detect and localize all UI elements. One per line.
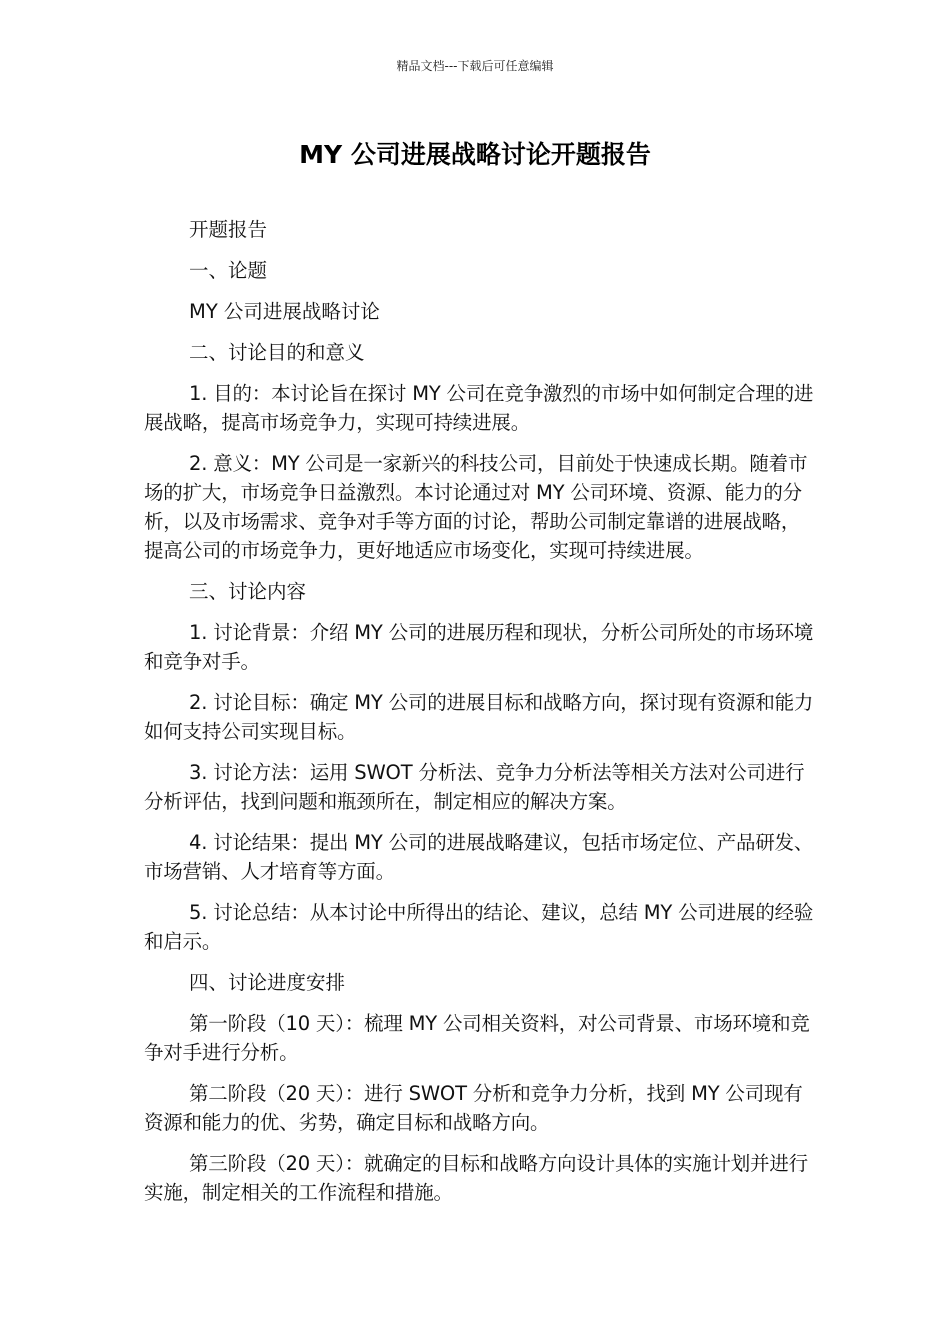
significance-paragraph: 2. 意义：MY 公司是一家新兴的科技公司，目前处于快速成长期。随着市场的扩大，市场竞争日益激烈。本讨论通过对 MY 公司环境、资源、能力的分析，以及市场需求、竞争对手等方面的讨论，帮助公司制定靠谱的进展战略，提高公司的市场竞争力，更好地适应市场变化，实现可持续进展。	[144, 452, 808, 562]
content-item-result: 4. 讨论结果：提出 MY 公司的进展战略建议，包括市场定位、产品研发、市场营销、人才培育等方面。	[144, 831, 814, 883]
content-item-summary: 5. 讨论总结：从本讨论中所得出的结论、建议，总结 MY 公司进展的经验和启示。	[144, 901, 814, 953]
content-item-goal: 2. 讨论目标：确定 MY 公司的进展目标和战略方向，探讨现有资源和能力如何支持公司实现目标。	[144, 691, 814, 743]
document-title: MY 公司进展战略讨论开题报告	[299, 140, 651, 169]
topic-text: MY 公司进展战略讨论	[189, 300, 380, 323]
schedule-stage-2: 第二阶段（20 天）：进行 SWOT 分析和竞争力分析，找到 MY 公司现有资源和能力的优、劣势，确定目标和战略方向。	[144, 1082, 803, 1134]
content-item-method: 3. 讨论方法：运用 SWOT 分析法、竞争力分析法等相关方法对公司进行分析评估，找到问题和瓶颈所在，制定相应的解决方案。	[144, 761, 805, 813]
page-header-note: 精品文档---下载后可任意编辑	[396, 59, 554, 73]
section-heading-topic: 一、论题	[189, 259, 268, 282]
section-heading-schedule: 四、讨论进度安排	[189, 971, 346, 994]
schedule-stage-1: 第一阶段（10 天）：梳理 MY 公司相关资料，对公司背景、市场环境和竞争对手进行分析。	[144, 1012, 810, 1064]
content-item-background: 1. 讨论背景：介绍 MY 公司的进展历程和现状，分析公司所处的市场环境和竞争对手。	[144, 621, 814, 673]
schedule-stage-3: 第三阶段（20 天）：就确定的目标和战略方向设计具体的实施计划并进行实施，制定相关的工作流程和措施。	[144, 1152, 808, 1204]
section-heading-content: 三、讨论内容	[189, 580, 307, 603]
purpose-paragraph: 1. 目的：本讨论旨在探讨 MY 公司在竞争激烈的市场中如何制定合理的进展战略，提高市场竞争力，实现可持续进展。	[144, 382, 814, 434]
report-label: 开题报告	[189, 218, 268, 241]
section-heading-purpose: 二、讨论目的和意义	[189, 341, 365, 364]
document-body	[144, 215, 816, 1219]
